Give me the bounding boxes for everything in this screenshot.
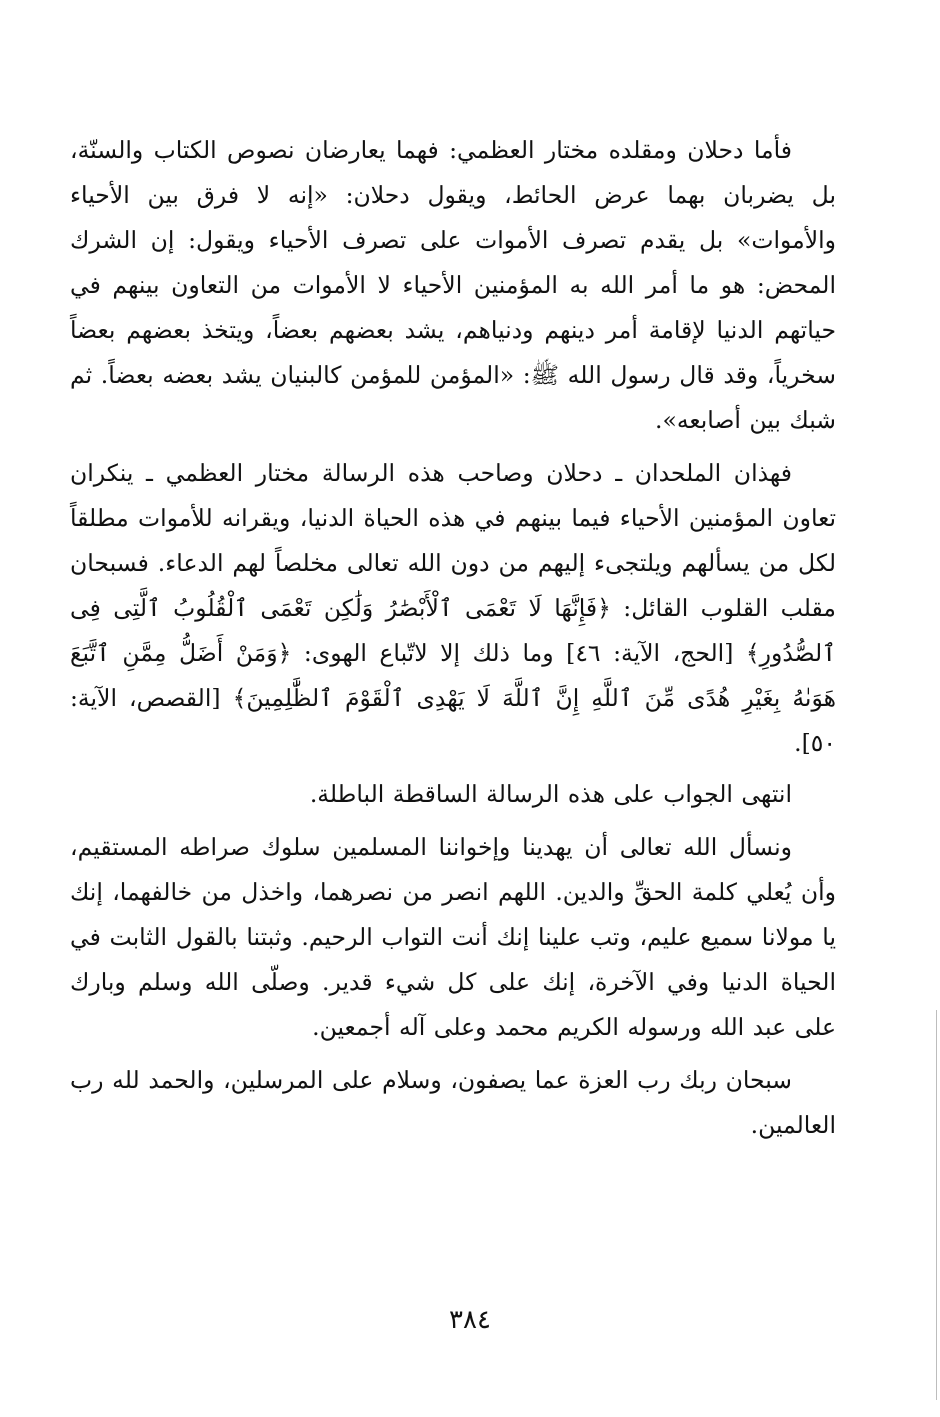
paragraph-4-text: ونسأل الله تعالى أن يهدينا وإخواننا المسلمين سلوك صراطه المستقيم، وأن يُعلي كلمة الحقِّ والدين. اللهم انصر من نصرهما، واخذل من خالفهما، إنك يا مولانا سميع عليم، وتب علينا إنك أنت التواب الرحيم. وثبتنا بالقول الثابت في الحياة الدنيا وفي الآخرة، إنك على كل شيء قدير. وصلّى الله وسلم وبارك على عبد الله ورسوله الكريم محمد وعلى آله أجمعين. <box>70 833 836 1041</box>
paragraph-3-text: انتهى الجواب على هذه الرسالة الساقطة الباطلة. <box>309 780 792 808</box>
page-body <box>70 128 836 1148</box>
paragraph-4 <box>70 825 836 1050</box>
scan-edge-line <box>936 1010 937 1400</box>
paragraph-5-text: سبحان ربك رب العزة عما يصفون، وسلام على المرسلين، والحمد لله رب العالمين. <box>70 1066 836 1139</box>
paragraph-2-text: فهذان الملحدان ـ دحلان وصاحب هذه الرسالة مختار العظمي ـ ينكران تعاون المؤمنين الأحياء فيما بينهم في هذه الحياة الدنيا، ويقرانه للأموات مطلقاً لكل من يسألهم ويلتجىء إليهم من دون الله تعالى مخلصاً لهم الدعاء. فسبحان مقلب القلوب القائل: ﴿فَإِنَّهَا لَا تَعْمَى ٱلْأَبْصَٰرُ وَلَٰكِن تَعْمَى ٱلْقُلُوبُ ٱلَّتِى فِى ٱلصُّدُورِ﴾ [الحج، الآية: ٤٦] وما ذلك إلا لاتّباع الهوى: ﴿وَمَنْ أَضَلُّ مِمَّنِ ٱتَّبَعَ هَوَىٰهُ بِغَيْرِ هُدًى مِّنَ ٱللَّهِ إِنَّ ٱللَّهَ لَا يَهْدِى ٱلْقَوْمَ ٱلظَّٰلِمِينَ﴾ [القصص، الآية: ٥٠]. <box>70 459 836 757</box>
paragraph-3 <box>70 772 836 817</box>
paragraph-1 <box>70 128 836 443</box>
paragraph-1-text: فأما دحلان ومقلده مختار العظمي: فهما يعارضان نصوص الكتاب والسنّة، بل يضربان بهما عرض الحائط، ويقول دحلان: «إنه لا فرق بين الأحياء والأموات» بل يقدم تصرف الأموات على تصرف الأحياء ويقول: إن الشرك المحض: هو ما أمر الله به المؤمنين الأحياء لا الأموات من التعاون بينهم في حياتهم الدنيا لإقامة أمر دينهم ودنياهم، يشد بعضهم بعضاً، ويتخذ بعضهم بعضاً سخرياً، وقد قال رسول الله ﷺ: «المؤمن للمؤمن كالبنيان يشد بعضه بعضاً. ثم شبك بين أصابعه». <box>70 136 836 434</box>
page-number: ٣٨٤ <box>449 1305 491 1335</box>
paragraph-2 <box>70 451 836 766</box>
paragraph-5 <box>70 1058 836 1148</box>
